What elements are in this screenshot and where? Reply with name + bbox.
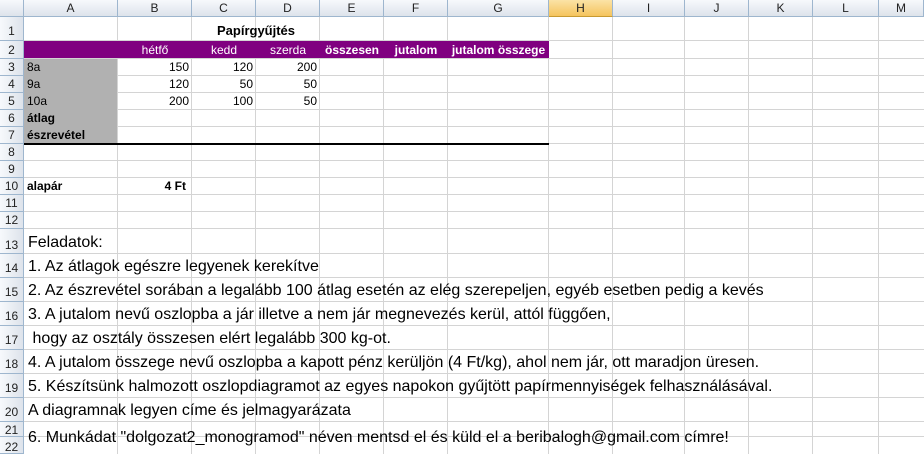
task-line-5-cont: A diagramnak legyen címe és jelmagyarázata (28, 402, 351, 419)
row-header-6[interactable]: 6 (0, 110, 24, 127)
task-line-4: 4. A jutalom összege nevű oszlopba a kapott pénz kerüljön (4 Ft/kg), ahol nem jár, ott maradjon üresen. (28, 354, 760, 371)
header-jutalom-osszege: jutalom összege (451, 43, 546, 57)
table-bottom-border (24, 143, 549, 145)
row-label-9a: 9a (27, 77, 41, 91)
row-header-18[interactable]: 18 (0, 350, 24, 374)
cell-d3: 200 (296, 60, 317, 74)
task-line-3: 3. A jutalom nevű oszlopba a jár illetve a nem jár megnevezés kerül, attól függően, (28, 306, 611, 323)
column-header-a[interactable]: A (24, 0, 118, 17)
row-header-21[interactable]: 21 (0, 422, 24, 437)
column-header-b[interactable]: B (118, 0, 192, 17)
column-header-e[interactable]: E (320, 0, 384, 17)
column-header-c[interactable]: C (192, 0, 256, 17)
row-label-10a: 10a (27, 94, 48, 108)
row-header-9[interactable]: 9 (0, 161, 24, 178)
row-header-13[interactable]: 13 (0, 229, 24, 254)
row-header-20[interactable]: 20 (0, 398, 24, 422)
row-header-2[interactable]: 2 (0, 41, 24, 59)
sheet-title: Papírgyűjtés (216, 23, 296, 38)
header-hetfo: hétfő (141, 43, 169, 57)
column-header-m[interactable]: M (879, 0, 924, 17)
cell-b4: 120 (168, 77, 189, 91)
task-line-5: 5. Készítsünk halmozott oszlopdiagramot az egyes napokon gyűjtött papírmennyiségek felhasználásával. (28, 378, 773, 395)
row-header-5[interactable]: 5 (0, 93, 24, 110)
cell-d4: 50 (303, 77, 317, 91)
column-header-g[interactable]: G (448, 0, 549, 17)
cell-c3: 120 (232, 60, 253, 74)
row-header-1[interactable]: 1 (0, 17, 24, 41)
column-header-l[interactable]: L (813, 0, 879, 17)
header-kedd: kedd (210, 43, 238, 57)
row-label-atlag: átlag (27, 111, 56, 125)
column-header-d[interactable]: D (256, 0, 320, 17)
cell-c5: 100 (232, 94, 253, 108)
row-header-8[interactable]: 8 (0, 144, 24, 161)
column-header-f[interactable]: F (384, 0, 448, 17)
task-heading: Feladatok: (28, 234, 103, 251)
row-header-16[interactable]: 16 (0, 302, 24, 326)
cell-c4: 50 (239, 77, 253, 91)
header-jutalom: jutalom (394, 43, 438, 57)
alapar-value: 4 Ft (164, 179, 186, 193)
row-header-4[interactable]: 4 (0, 76, 24, 93)
cell-b3: 150 (168, 60, 189, 74)
row-header-7[interactable]: 7 (0, 127, 24, 144)
row-header-22[interactable]: 22 (0, 437, 24, 454)
task-line-1: 1. Az átlagok egészre legyenek kerekítve (28, 258, 319, 275)
row-label-8a: 8a (27, 60, 41, 74)
row-header-19[interactable]: 19 (0, 374, 24, 398)
row-header-15[interactable]: 15 (0, 278, 24, 302)
cell-d5: 50 (303, 94, 317, 108)
column-header-k[interactable]: K (749, 0, 813, 17)
row-header-10[interactable]: 10 (0, 178, 24, 195)
cell-b5: 200 (168, 94, 189, 108)
column-header-h[interactable]: H (549, 0, 613, 17)
column-header-j[interactable]: J (685, 0, 749, 17)
row-header-3[interactable]: 3 (0, 59, 24, 76)
row-header-12[interactable]: 12 (0, 212, 24, 229)
row-header-17[interactable]: 17 (0, 326, 24, 350)
alapar-label: alapár (27, 179, 63, 193)
task-line-6: 6. Munkádat "dolgozat2_monogramod" néven mentsd el és küld el a beribalogh@gmail.com címre! (28, 429, 729, 446)
column-header-i[interactable]: I (613, 0, 685, 17)
header-szerda: szerda (269, 43, 307, 57)
task-line-2: 2. Az észrevétel sorában a legalább 100 átlag esetén az elég szerepeljen, egyéb esetben pedig a kevés (28, 282, 764, 299)
row-label-eszrevetel: észrevétel (27, 128, 86, 142)
header-osszesen: összesen (324, 43, 380, 57)
task-line-3-cont: hogy az osztály összesen elért legalább 300 kg-ot. (28, 330, 391, 347)
select-all-corner[interactable] (0, 0, 24, 17)
row-header-14[interactable]: 14 (0, 254, 24, 278)
row-header-11[interactable]: 11 (0, 195, 24, 212)
